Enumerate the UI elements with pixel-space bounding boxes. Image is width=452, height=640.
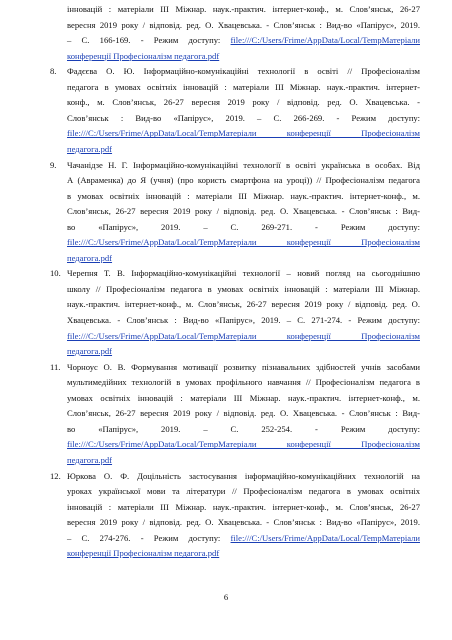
list-number: 9.: [50, 159, 57, 170]
reference-text: Слов’янськ, 26-27 вересня 2019 року / відповід. ред. О. Хвацевська. - Слов’янськ : Вид-: [67, 206, 420, 217]
reference-line: [67, 392, 420, 405]
reference-line: [67, 361, 420, 374]
reference-text: Хвацевська. - Слов’янськ : Вид-во «Папірус», 2019. – С. 271-274. - Режим доступу:: [67, 315, 420, 325]
page-number: 6: [223, 592, 229, 602]
reference-text: Юркова О. Ф. Доцільність застосування інформаційно-комунікаційних технологій на: [67, 470, 420, 481]
reference-line: [67, 221, 420, 234]
reference-line: [67, 454, 420, 467]
list-number: 11.: [50, 361, 61, 372]
list-number: 12.: [50, 470, 61, 481]
reference-line: [67, 532, 420, 545]
reference-line: [67, 252, 420, 265]
reference-text: в умовах освітніх інновацій : матеріали ІІІ Міжнар. наук.-практич. інтернет-конф., м.: [67, 190, 420, 201]
reference-line: [67, 470, 420, 483]
reference-line: [67, 174, 420, 187]
reference-text: Черепня Т. В. Інформаційно-комунікаційні технології – новий погляд на сьогоднішню: [67, 268, 420, 279]
file-link[interactable]: педагога.pdf: [67, 252, 113, 263]
reference-text: школу // Професіоналізм педагога в умовах освітніх інновацій : матеріали ІІІ Міжнар.: [67, 283, 420, 294]
file-link[interactable]: конференції Професіоналізм педагога.pdf: [67, 548, 220, 559]
reference-line: [67, 516, 420, 529]
reference-text: – С. 274-276. - Режим доступу:: [67, 532, 231, 543]
file-link[interactable]: file:///C:/Users/Frime/AppData/Local/TempМатеріали конференції Професіоналізм: [67, 439, 420, 450]
reference-line: [67, 81, 420, 94]
reference-line: [67, 143, 420, 156]
reference-text: вересня 2019 року / відповід. ред. О. Хвацевська. - Слов’янськ : Вид-во «Папірус», 2019.: [67, 19, 420, 30]
reference-text: конф., м. Слов’янськ, 26-27 вересня 2019 року / відповід. ред. О. Хвацевська. -: [67, 97, 420, 108]
file-link[interactable]: педагога.pdf: [67, 143, 113, 154]
reference-line: [67, 283, 420, 296]
reference-text: умовах освітніх інновацій : матеріали ІІІ Міжнар. наук.-практич. інтернет-конф., м.: [67, 392, 420, 403]
reference-text: Чачанідзе Н. Г. Інформаційно-комунікаційні технології в освіті українська в особах. Від: [67, 159, 420, 170]
file-link[interactable]: педагога.pdf: [67, 454, 113, 465]
reference-line: [67, 547, 420, 560]
reference-line: [67, 501, 420, 514]
reference-text: во «Папірус», 2019. – С. 252-254. - Режим доступу:: [67, 423, 420, 434]
reference-line: [67, 127, 420, 140]
reference-text: Фадєєва О. Ю. Інформаційно-комунікаційні технології в освіті // Професіоналізм: [67, 66, 420, 77]
reference-text: Слов’янськ, 26-27 вересня 2019 року / відповід. ред. О. Хвацевська. - Слов’янськ : Вид-: [67, 408, 420, 419]
reference-line: [67, 205, 420, 218]
reference-text: інновацій : матеріали ІІІ Міжнар. наук.-практич. інтернет-конф., м. Слов’янськ, 26-27: [67, 4, 420, 14]
reference-text: Слов’янськ : Вид-во «Папірус», 2019. – С. 266-269. - Режим доступу:: [67, 112, 420, 123]
file-link[interactable]: file:///C:/Users/Frime/AppData/Local/TempМатеріали конференції Професіоналізм: [67, 128, 420, 139]
reference-text: во «Папірус», 2019. – С. 269-271. - Режим доступу:: [67, 221, 420, 232]
file-link[interactable]: file:///C:/Users/Frime/AppData/Local/TempМатеріали конференції Професіоналізм: [67, 330, 420, 341]
reference-line: [67, 423, 420, 436]
reference-line: [67, 112, 420, 125]
file-link[interactable]: конференції Професіоналізм педагога.pdf: [67, 50, 220, 61]
reference-text: уроках української мови та літератури // Професіоналізм педагога в умовах освітніх: [67, 486, 420, 497]
file-link[interactable]: file:///C:/Users/Frime/AppData/Local/TempМатеріали: [230, 532, 420, 543]
reference-text: педагога в умовах освітніх інновацій : матеріали ІІІ Міжнар. наук.-практич. інтернет-: [67, 81, 420, 92]
reference-line: [67, 3, 420, 16]
list-number: 8.: [50, 66, 57, 77]
reference-line: [67, 50, 420, 63]
reference-text: інновацій : матеріали ІІІ Міжнар. наук.-практич. інтернет-конф., м. Слов’янськ, 26-27: [67, 501, 420, 512]
reference-line: [67, 65, 420, 78]
file-link[interactable]: file:///C:/Users/Frime/AppData/Local/TempМатеріали: [230, 35, 420, 46]
reference-line: [67, 159, 420, 172]
reference-line: [67, 96, 420, 109]
reference-text: Чорноус О. В. Формування мотивації розвитку пізнавальних здібностей учнів засобами: [67, 361, 420, 372]
reference-line: [67, 190, 420, 203]
file-link[interactable]: file:///C:/Users/Frime/AppData/Local/TempМатеріали конференції Професіоналізм: [67, 237, 420, 248]
reference-line: [67, 298, 420, 311]
reference-line: [67, 438, 420, 451]
reference-line: [67, 236, 420, 249]
reference-line: [67, 485, 420, 498]
reference-line: [67, 267, 420, 280]
reference-line: [67, 407, 420, 420]
reference-text: – С. 166-169. - Режим доступу:: [67, 35, 231, 46]
reference-text: наук.-практич. інтернет-конф., м. Слов’янськ, 26-27 вересня 2019 року / відповід. ред. О.: [67, 299, 420, 310]
reference-line: [67, 19, 420, 32]
reference-line: [67, 376, 420, 389]
reference-text: вересня 2019 року / відповід. ред. О. Хвацевська. - Слов’янськ : Вид-во «Папірус», 2019.: [67, 517, 420, 528]
reference-line: [67, 345, 420, 358]
reference-line: [67, 314, 420, 327]
file-link[interactable]: педагога.pdf: [67, 346, 113, 357]
reference-text: А (Авраменка) до Я (учня) (про користь смартфона на уроці)) // Професіоналізм педагога: [67, 175, 420, 186]
list-number: 10.: [50, 268, 61, 279]
reference-line: [67, 34, 420, 47]
reference-line: [67, 330, 420, 343]
reference-text: мультимедійних технологій в умовах профільного навчання // Професіоналізм педагога в: [67, 377, 420, 388]
